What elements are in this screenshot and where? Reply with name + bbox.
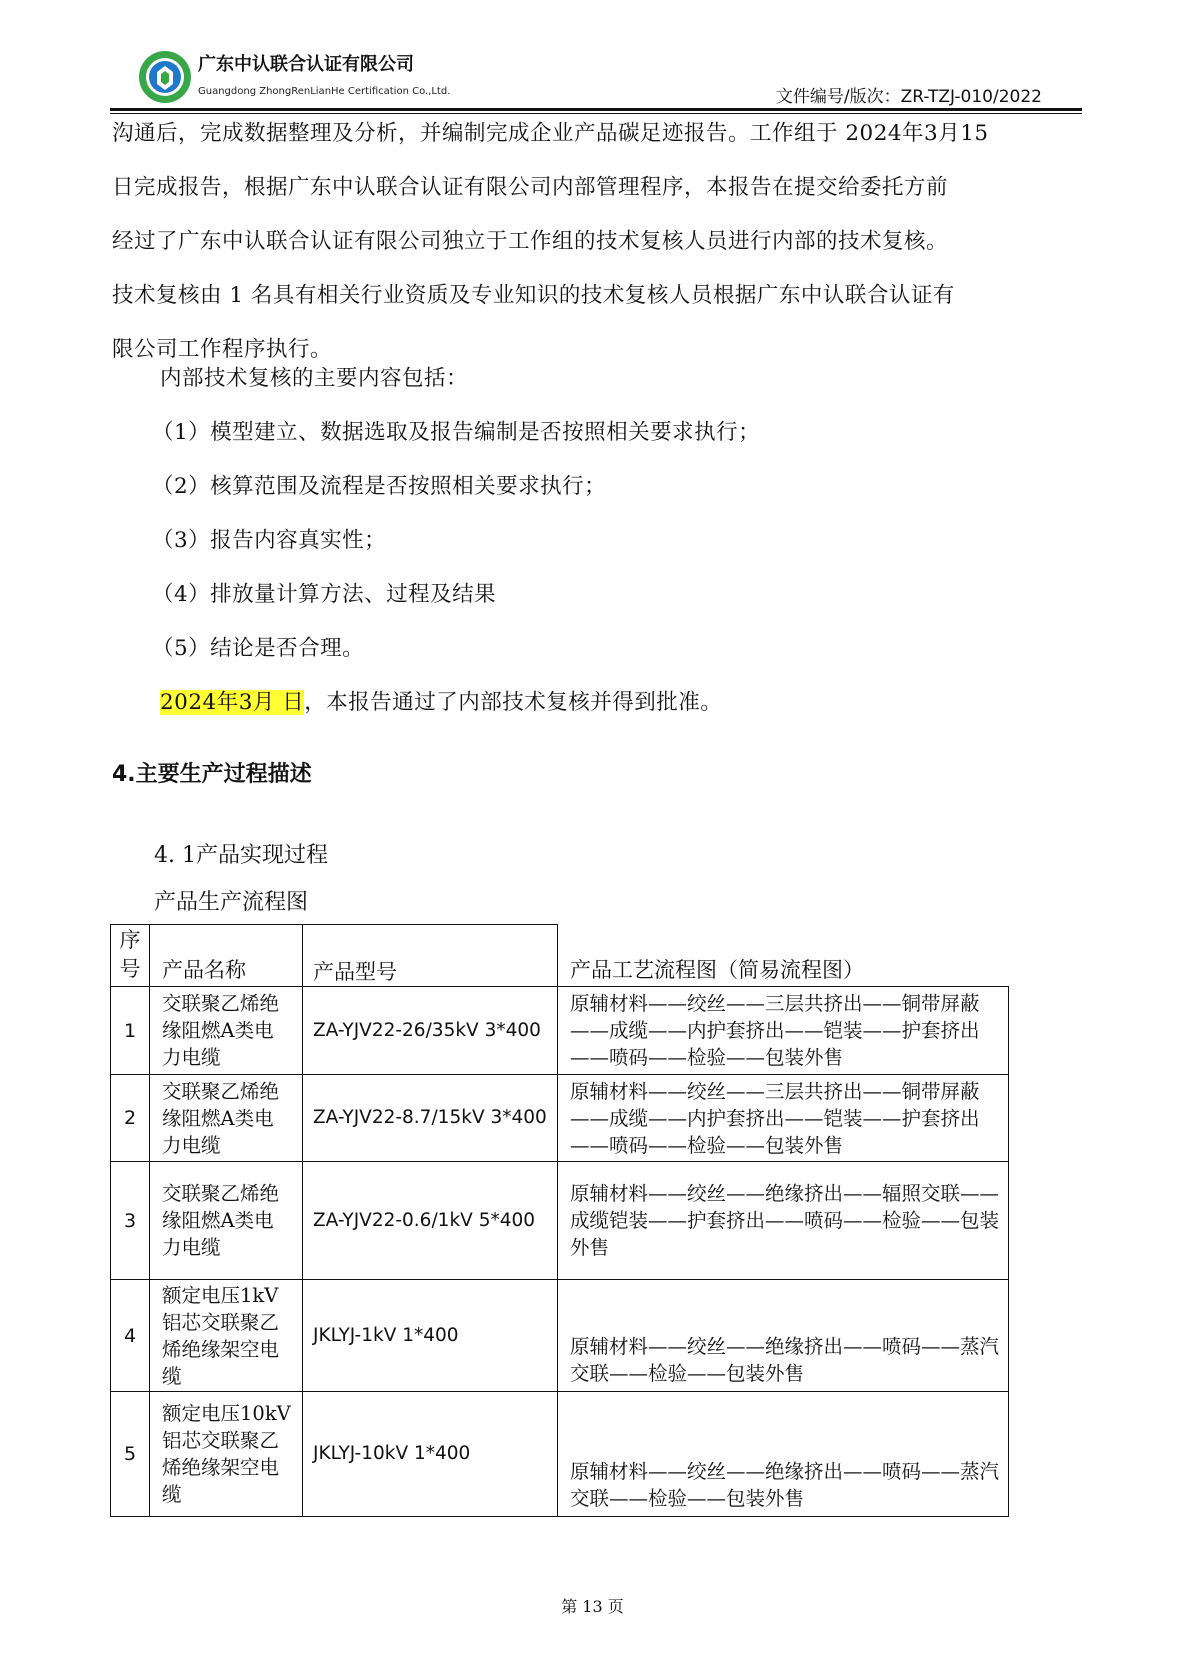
document-number: 文件编号/版次：ZR-TZJ-010/2022: [775, 87, 1042, 107]
table-row: [111, 1392, 1009, 1517]
review-item: （1）模型建立、数据选取及报告编制是否按照相关要求执行；: [152, 420, 761, 445]
header-model: 产品型号: [303, 925, 558, 987]
cell-name: 额定电压1kV铝芯交联聚乙烯绝缘架空电缆: [150, 1280, 303, 1392]
cell-seq: 4: [111, 1280, 150, 1392]
review-paragraph: [112, 107, 1072, 377]
paragraph-line: 日完成报告，根据广东中认联合认证有限公司内部管理程序，本报告在提交给委托方前: [112, 175, 949, 200]
review-item: （2）核算范围及流程是否按照相关要求执行；: [152, 474, 607, 499]
approval-line: [112, 676, 1072, 730]
section-4-heading: 4.主要生产过程描述: [112, 762, 312, 787]
paragraph-line: 技术复核由 1 名具有相关行业资质及专业知识的技术复核人员根据广东中认联合认证有: [112, 283, 955, 308]
review-intro: 内部技术复核的主要内容包括：: [160, 366, 469, 391]
cell-seq: 5: [111, 1392, 150, 1517]
cell-model: JKLYJ-1kV 1*400: [303, 1280, 558, 1392]
page-number: 第 13 页: [561, 1597, 624, 1616]
flowchart-caption: 产品生产流程图: [154, 890, 309, 915]
cell-name: 交联聚乙烯绝缘阻燃A类电力电缆: [150, 1162, 303, 1280]
cell-model: ZA-YJV22-26/35kV 3*400: [303, 987, 558, 1075]
cell-process: 原辅材料——绞丝——三层共挤出——铜带屏蔽——成缆——内护套挤出——铠装——护套挤出——喷码——检验——包装外售: [558, 987, 1009, 1075]
cell-seq: 2: [111, 1075, 150, 1162]
cell-name: 交联聚乙烯绝缘阻燃A类电力电缆: [150, 987, 303, 1075]
paragraph-line: 限公司工作程序执行。: [112, 337, 333, 362]
review-content-list: [112, 352, 1072, 730]
cell-model: ZA-YJV22-8.7/15kV 3*400: [303, 1075, 558, 1162]
cell-name: 交联聚乙烯绝缘阻燃A类电力电缆: [150, 1075, 303, 1162]
approval-date-highlight: 2024年3月 日: [160, 690, 305, 715]
cell-process: 原辅材料——绞丝——绝缘挤出——喷码——蒸汽交联——检验——包装外售: [558, 1280, 1009, 1392]
review-item: （4）排放量计算方法、过程及结果: [152, 582, 497, 607]
header-process: 产品工艺流程图（简易流程图）: [558, 925, 1009, 987]
review-item: （5）结论是否合理。: [152, 636, 365, 661]
company-logo-icon: [138, 50, 192, 104]
cell-process: 原辅材料——绞丝——绝缘挤出——喷码——蒸汽交联——检验——包装外售: [558, 1392, 1009, 1517]
page-header: [110, 44, 1082, 112]
company-name-cn: 广东中认联合认证有限公司: [198, 54, 414, 75]
paragraph-line: 沟通后，完成数据整理及分析，并编制完成企业产品碳足迹报告。工作组于 2024年3月15: [112, 121, 989, 146]
cell-process: 原辅材料——绞丝——绝缘挤出——辐照交联——成缆铠装——护套挤出——喷码——检验——包装外售: [558, 1162, 1009, 1280]
process-table: [110, 924, 1009, 1517]
table-row: [111, 1280, 1009, 1392]
table-row: [111, 1162, 1009, 1280]
cell-model: JKLYJ-10kV 1*400: [303, 1392, 558, 1517]
section-4-1-heading: 4. 1产品实现过程: [154, 843, 328, 868]
approval-text: ，本报告通过了内部技术复核并得到批准。: [304, 690, 723, 715]
cell-process: 原辅材料——绞丝——三层共挤出——铜带屏蔽——成缆——内护套挤出——铠装——护套挤出——喷码——检验——包装外售: [558, 1075, 1009, 1162]
table-row: [111, 1075, 1009, 1162]
table-row: [111, 987, 1009, 1075]
cell-model: ZA-YJV22-0.6/1kV 5*400: [303, 1162, 558, 1280]
cell-seq: 3: [111, 1162, 150, 1280]
cell-name: 额定电压10kV铝芯交联聚乙烯绝缘架空电缆: [150, 1392, 303, 1517]
header-name: 产品名称: [150, 925, 303, 987]
company-name-en: Guangdong ZhongRenLianHe Certification Co.,Ltd.: [198, 86, 451, 97]
paragraph-line: 经过了广东中认联合认证有限公司独立于工作组的技术复核人员进行内部的技术复核。: [112, 229, 949, 254]
review-item: （3）报告内容真实性；: [152, 528, 387, 553]
header-seq: 序号: [111, 925, 150, 987]
cell-seq: 1: [111, 987, 150, 1075]
table-header-row: [111, 925, 1009, 987]
